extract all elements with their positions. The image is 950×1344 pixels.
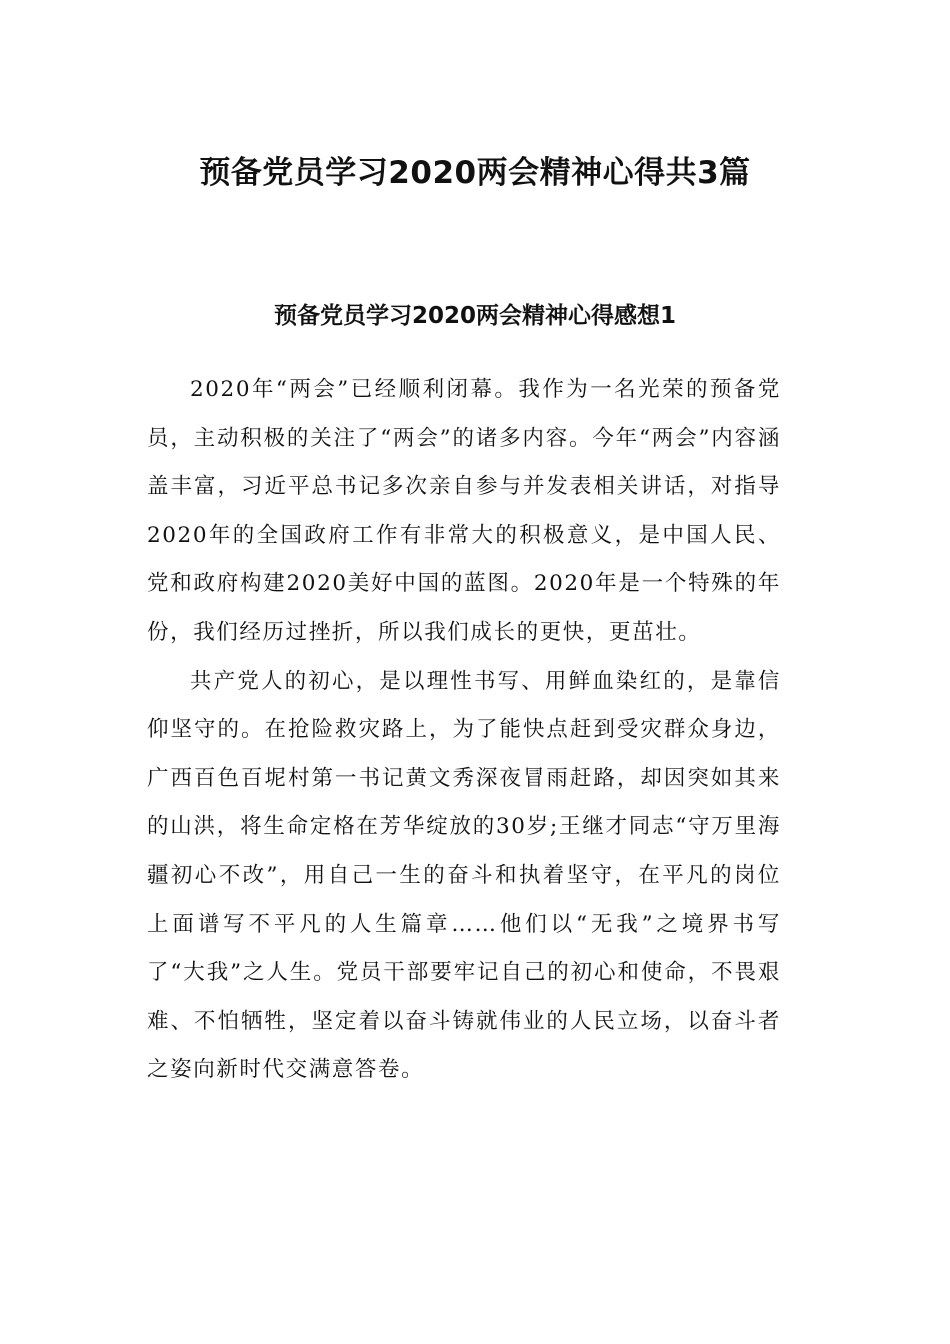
section-title: 预备党员学习2020两会精神心得感想1	[273, 303, 677, 330]
document-body	[147, 366, 781, 1095]
body-paragraph-2: 共产党人的初心，是以理性书写、用鲜血染红的，是靠信仰坚守的。在抢险救灾路上，为了能快点赶到受灾群众身边，广西百色百坭村第一书记黄文秀深夜冒雨赶路，却因突如其来的山洪，将生命定格在芳华绽放的30岁;王继才同志“守万里海疆初心不改”，用自己一生的奋斗和执着坚守，在平凡的岗位上面谱写不平凡的人生篇章……他们以“无我”之境界书写了“大我”之人生。党员干部要牢记自己的初心和使命，不畏艰难、不怕牺牲，坚定着以奋斗铸就伟业的人民立场，以奋斗者之姿向新时代交满意答卷。	[147, 668, 781, 1083]
document-title: 预备党员学习2020两会精神心得共3篇	[199, 154, 751, 191]
body-paragraph-1: 2020年“两会”已经顺利闭幕。我作为一名光荣的预备党员，主动积极的关注了“两会”的诸多内容。今年“两会”内容涵盖丰富，习近平总书记多次亲自参与并发表相关讲话，对指导2020年的全国政府工作有非常大的积极意义，是中国人民、党和政府构建2020美好中国的蓝图。2020年是一个特殊的年份，我们经历过挫折，所以我们成长的更快，更茁壮。	[147, 377, 781, 645]
